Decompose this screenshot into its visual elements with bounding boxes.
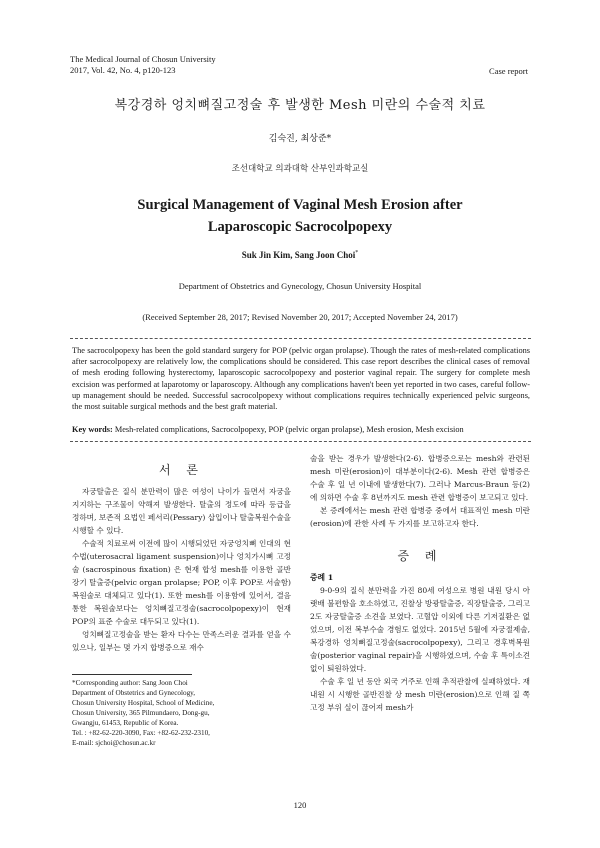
keywords-label: Key words:: [72, 425, 113, 434]
corresponding-mark: *: [355, 250, 359, 256]
page-number: 120: [293, 800, 307, 810]
english-title-line1: Surgical Management of Vaginal Mesh Erosion after: [137, 197, 463, 213]
right-column: [310, 452, 530, 714]
intro-paragraph-4: 술을 받는 경우가 발생한다(2-6). 합병증으로는 mesh와 관련된 mesh 미란(erosion)이 대부분이다(2-6). Mesh 관련 합병증은 수술 후 일 년 이내에 발생한다(7). 그러나 Marcus-Braun 등(2)에 의하면 수술 후 8년까지도 mesh 관련 합병증이 보고되고 있다.: [310, 454, 530, 502]
cases-heading: 증 례: [397, 549, 443, 563]
footnote-line: Chosun University, 365 Pilmundaero, Dong-gu,: [72, 709, 210, 717]
footnote-line: Gwangju, 61453, Republic of Korea.: [72, 719, 179, 727]
korean-affiliation: 조선대학교 의과대학 산부인과학교실: [231, 164, 369, 174]
english-title-line2: Laparoscopic Sacrocolpopexy: [207, 219, 393, 235]
footnote-rule: [72, 674, 192, 675]
footnote-line: *Corresponding author: Sang Joon Choi: [72, 679, 188, 687]
footnote-line: Department of Obstetrics and Gynecology,: [72, 689, 196, 697]
intro-paragraph-2: 수술적 치료로써 이전에 많이 시행되었던 자궁엉치뼈 인대의 현수법(uterosacral ligament suspension)이나 엉치가시뼈 고정술 (sacrospinous fixation) 은 현재 합성 mesh를 이용한 골반장기 탈출증(pelvic organ prolapse; POP, 이후 POP로 서술함) 복원술로 대체되고 있다(1). 또한 mesh를 이용함에 있어서, 결음 통한 복원술보다는 엉치뼈질고정술(sacrocolpopexy)이 현재 POP의 표준 수술로 대두되고 있다(1).: [72, 539, 291, 626]
english-authors: [0, 250, 600, 260]
abstract: The sacrocolpopexy has been the gold standard surgery for POP (pelvic organ prolapse). Though the rates of mesh-related complications after sacrocolpopexy are relatively low, the complications should be considered. This case report describes the clinical cases of removal of mesh eroding following hysterectomy, laparoscopic sacrocolpopexy and posterior vaginal repair. The surgery for complete mesh excision was performed at laparotomy or laparoscopy. Although any complications haven't been yet reported in two cases, careful follow-up management should be needed. Successful sacrocolpopexy without complications requires technically experienced pelvic surgeons, the most suitable surgical methods and the best graft material.: [72, 346, 530, 412]
journal-volume: 2017, Vol. 42, No. 4, p120-123: [70, 65, 176, 75]
footnote-line: Tel. : +82-62-220-3090, Fax: +82-62-232-2310,: [72, 729, 210, 737]
keywords-text: Mesh-related complications, Sacrocolpopexy, POP (pelvic organ prolapse), Mesh erosion, Mesh excision: [112, 425, 464, 434]
footnote-line: Chosun University Hospital, School of Medicine,: [72, 699, 215, 707]
left-column: [72, 464, 291, 654]
keywords: [72, 424, 530, 435]
intro-heading: 서 론: [159, 463, 204, 477]
case1-paragraph-2: 수술 후 일 년 동안 외국 거주로 인해 추적관찰에 실패하였다. 재 내원 시 시행한 골반진찰 상 mesh 미란(erosion)으로 인해 질 쪽 고정 부위 실이 끊어져 mesh가: [310, 677, 530, 712]
abstract-top-divider: [70, 338, 531, 339]
english-affiliation: Department of Obstetrics and Gynecology, Chosun University Hospital: [178, 281, 422, 291]
case1-label: 증례 1: [310, 573, 334, 582]
case1-paragraph-1: 9-0-9의 질식 분만력을 가진 80세 여성으로 병원 내원 당시 아랫배 불편함을 호소하였고, 진찰상 방광탈출증, 직장탈출증, 그리고 2도 자궁탈출증 소견을 보였다. 고혈압 이외에 다른 기저질환은 없었으며, 이전 복부수술 경험도 없었다. 2015년 5월에 자궁절제술, 복강경하 엉치뼈질고정술(sacrocolpopexy), 그리고 경후벽복원술(posterior vaginal repair)을 시행하였으며, 수술 후 특이소견 없이 퇴원하였다.: [310, 586, 530, 673]
korean-authors: 김숙진, 최상준*: [268, 134, 332, 144]
intro-paragraph-1: 자궁탈출은 질식 분만력이 많은 여성이 나이가 들면서 자궁을 지지하는 구조물이 약해져 발생한다. 탈출의 정도에 따라 등급을 정하며, 보존적 요법인 페서리(Pessary) 삽입이나 탈출복원수술을 시행할 수 있다.: [72, 487, 291, 535]
abstract-bottom-divider: [70, 441, 531, 442]
journal-name: The Medical Journal of Chosun University: [70, 54, 216, 64]
received-dates: (Received September 28, 2017; Revised November 20, 2017; Accepted November 24, 2017): [142, 312, 458, 322]
english-author-names: Suk Jin Kim, Sang Joon Choi: [241, 250, 356, 260]
intro-paragraph-5: 본 증례에서는 mesh 관련 합병증 중에서 대표적인 mesh 미란(erosion)에 관한 사례 두 가지를 보고하고자 한다.: [310, 506, 530, 528]
korean-title: 복강경하 엉치뼈질고정술 후 발생한 Mesh 미란의 수술적 치료: [114, 98, 486, 113]
intro-paragraph-3: 엉치뼈질고정술을 받는 환자 다수는 만족스러운 결과를 얻을 수 있으나, 일부는 몇 가지 합병증으로 재수: [72, 630, 291, 652]
journal-info: [70, 54, 216, 76]
article-type: Case report: [489, 66, 528, 76]
english-title: [0, 194, 600, 238]
footnote-email: E-mail: sjchoi@chosun.ac.kr: [72, 739, 156, 747]
corresponding-footnote: [72, 678, 292, 748]
